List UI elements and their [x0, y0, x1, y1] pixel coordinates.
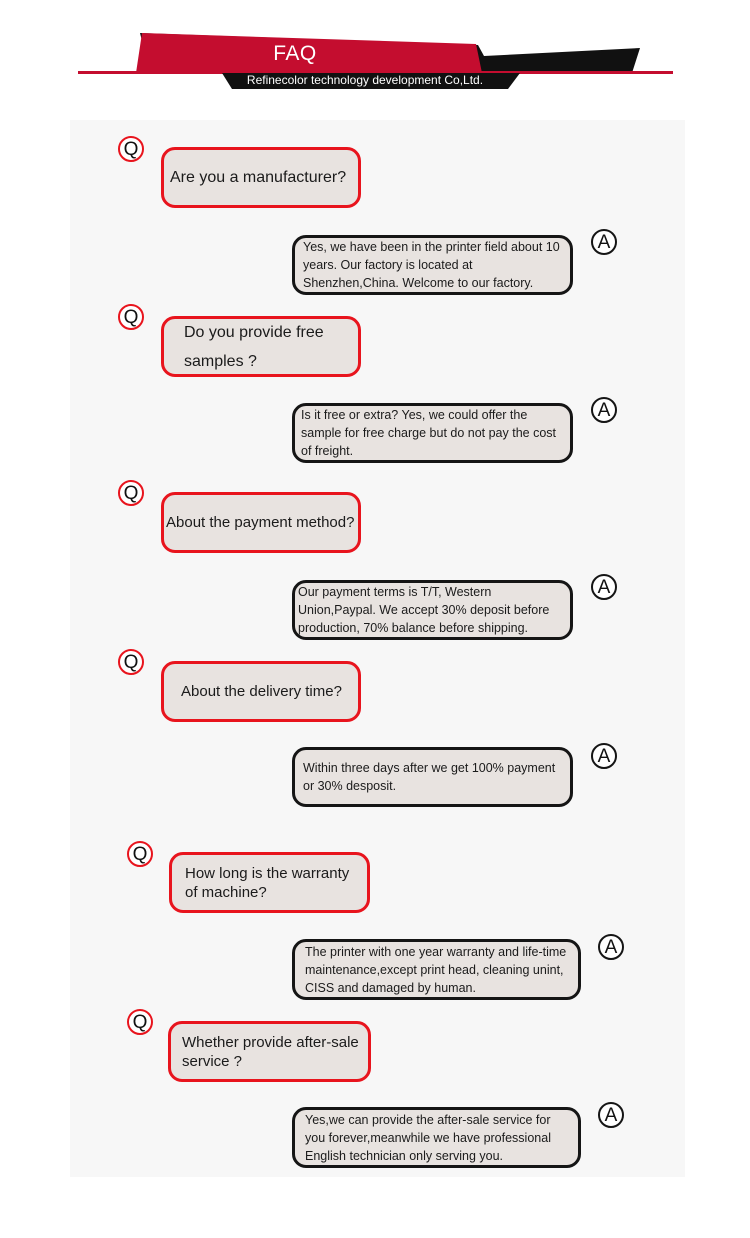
question-bubble [168, 1021, 371, 1082]
answer-badge: A [598, 934, 624, 960]
answer-bubble [292, 1107, 581, 1168]
question-badge: Q [127, 1009, 153, 1035]
question-bubble [161, 661, 361, 722]
question-bubble [169, 852, 370, 913]
answer-bubble [292, 403, 573, 463]
question-text: How long is the warranty of machine? [185, 864, 350, 901]
question-badge: Q [118, 304, 144, 330]
question-text: About the delivery time? [181, 682, 342, 700]
question-text: Do you provide free samples ? [184, 323, 324, 370]
header-banner-graphic [0, 0, 750, 110]
answer-text: Yes,we can provide the after-sale service for you forever,meanwhile we have professional English technician only serving you. [305, 1112, 551, 1163]
answer-badge: A [591, 397, 617, 423]
question-text: Are you a manufacturer? [170, 168, 347, 186]
answer-text: Yes, we have been in the printer field about 10 years. Our factory is located at Shenzhen,China. Welcome to our factory. [303, 240, 560, 290]
answer-badge: A [591, 743, 617, 769]
answer-badge: A [591, 229, 617, 255]
question-text: About the payment method? [166, 513, 355, 531]
question-bubble [161, 316, 361, 377]
answer-text: Within three days after we get 100% payment or 30% desposit. [303, 761, 556, 793]
answer-text: Our payment terms is T/T, Western Union,Paypal. We accept 30% deposit before production, 70% balance before shipping. [298, 585, 550, 635]
question-badge: Q [127, 841, 153, 867]
answer-text: The printer with one year warranty and life-time maintenance,except print head, cleaning unint, CISS and damaged by human. [305, 944, 567, 995]
question-bubble [161, 147, 361, 208]
question-badge: Q [118, 480, 144, 506]
question-badge: Q [118, 649, 144, 675]
answer-bubble [292, 580, 573, 640]
answer-badge: A [598, 1102, 624, 1128]
answer-bubble [292, 747, 573, 807]
question-bubble [161, 492, 361, 553]
question-badge: Q [118, 136, 144, 162]
answer-badge: A [591, 574, 617, 600]
answer-bubble [292, 939, 581, 1000]
answer-text: Is it free or extra? Yes, we could offer the sample for free charge but do not pay the cost of freight. [301, 408, 557, 458]
page-title: FAQ [273, 42, 317, 65]
question-text: Whether provide after-sale service ? [182, 1033, 359, 1070]
answer-bubble [292, 235, 573, 295]
company-name: Refinecolor technology development Co,Ltd. [246, 73, 484, 87]
faq-header [0, 0, 750, 110]
